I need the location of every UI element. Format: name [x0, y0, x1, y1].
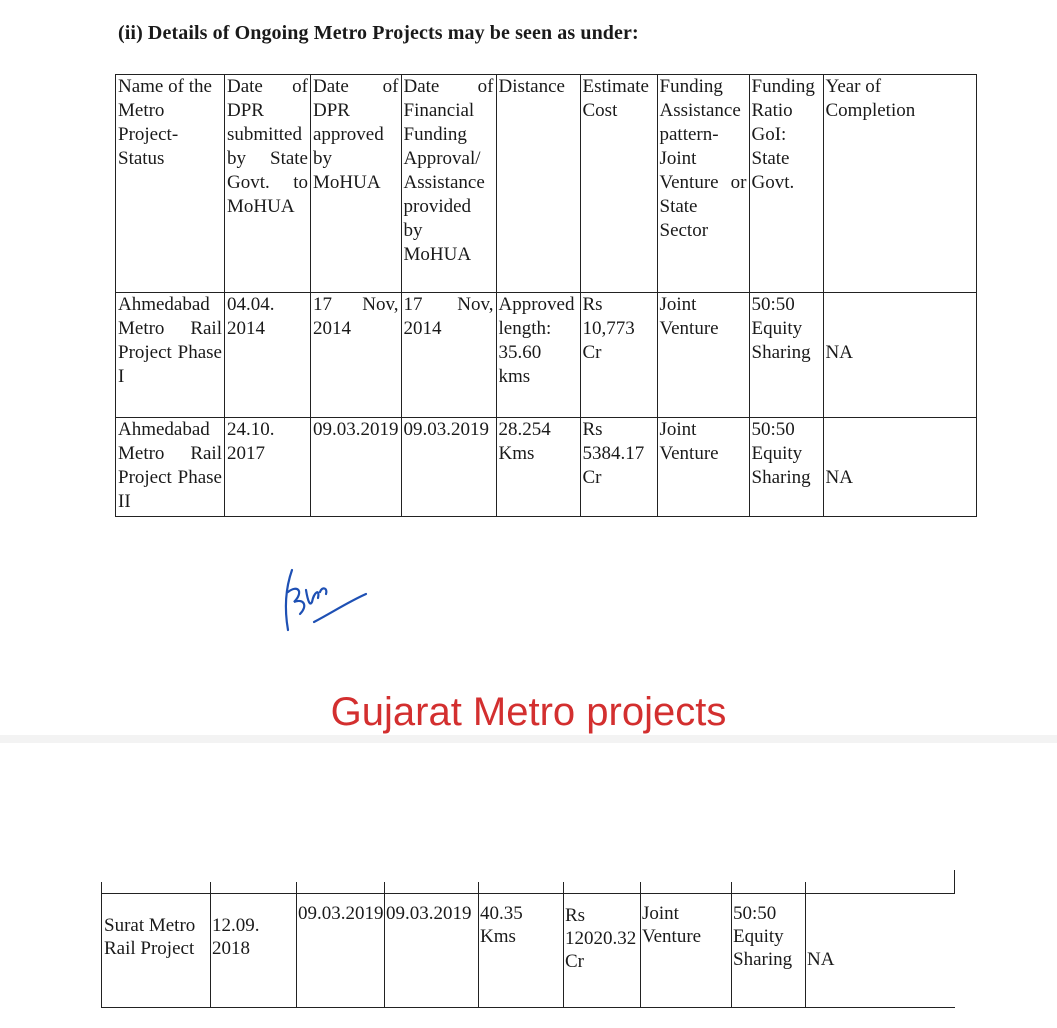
ratio-cell: 50:50 Equity Sharing: [749, 418, 823, 517]
dpr-submitted-cell: 04.04. 2014: [225, 293, 311, 418]
surat-table: [101, 893, 955, 1008]
cost-cell: Rs 5384.17 Cr: [580, 418, 657, 517]
page-heading: (ii) Details of Ongoing Metro Projects may be seen as under:: [118, 22, 639, 44]
table-row: [116, 293, 977, 418]
header-cell: Funding Assistance pattern- Joint Venture or State Sector: [657, 75, 749, 293]
dpr-approved-cell: 09.03.2019: [311, 418, 402, 517]
completion-cell: NA: [807, 949, 835, 970]
project-name-cell: Surat Metro Rail Project: [104, 915, 196, 959]
header-cell: Estimate Cost: [580, 75, 657, 293]
dpr-approved-cell: 09.03.2019: [298, 903, 384, 924]
dpr-submitted-cell: 24.10. 2017: [225, 418, 311, 517]
metro-projects-table: [115, 74, 977, 517]
cost-cell: Rs 12020.32 Cr: [565, 905, 637, 972]
dpr-submitted-cell: 12.09. 2018: [212, 915, 260, 959]
column-tick: [954, 870, 955, 894]
pattern-cell: Joint Venture: [642, 903, 702, 947]
ratio-cell: 50:50 Equity Sharing: [749, 293, 823, 418]
pattern-cell: Joint Venture: [657, 293, 749, 418]
distance-cell: Approved length: 35.60 kms: [496, 293, 580, 418]
header-cell: Date of DPR approved by MoHUA: [311, 75, 402, 293]
completion-value: NA: [825, 342, 853, 363]
table-header-row: [116, 75, 977, 293]
header-cell: Year of Completion: [823, 75, 976, 293]
header-cell: Date of Financial Funding Approval/ Assistance provided by MoHUA: [401, 75, 496, 293]
distance-cell: 40.35 Kms: [480, 903, 523, 947]
header-cell: Name of the Metro Project-Status: [116, 75, 225, 293]
page-divider: [0, 735, 1057, 743]
header-cell: Distance: [496, 75, 580, 293]
funding-approval-cell: 09.03.2019: [401, 418, 496, 517]
dpr-approved-cell: 17 Nov, 2014: [311, 293, 402, 418]
completion-value: NA: [825, 467, 853, 488]
completion-cell: [823, 293, 976, 418]
signature: [278, 562, 378, 642]
funding-approval-cell: 09.03.2019: [386, 903, 472, 924]
cost-cell: Rs 10,773 Cr: [580, 293, 657, 418]
table-row: [116, 418, 977, 517]
header-cell: Funding Ratio GoI: State Govt.: [749, 75, 823, 293]
funding-approval-cell: 17 Nov, 2014: [401, 293, 496, 418]
project-name-cell: Ahmedabad Metro Rail Project Phase II: [116, 418, 225, 517]
pattern-cell: Joint Venture: [657, 418, 749, 517]
project-name-cell: Ahmedabad Metro Rail Project Phase I: [116, 293, 225, 418]
completion-cell: [823, 418, 976, 517]
header-cell: Date of DPR submitted by State Govt. to MoHUA: [225, 75, 311, 293]
gujarat-banner: Gujarat Metro projects: [330, 690, 727, 734]
distance-cell: 28.254 Kms: [496, 418, 580, 517]
ratio-cell: 50:50 Equity Sharing: [733, 903, 793, 970]
